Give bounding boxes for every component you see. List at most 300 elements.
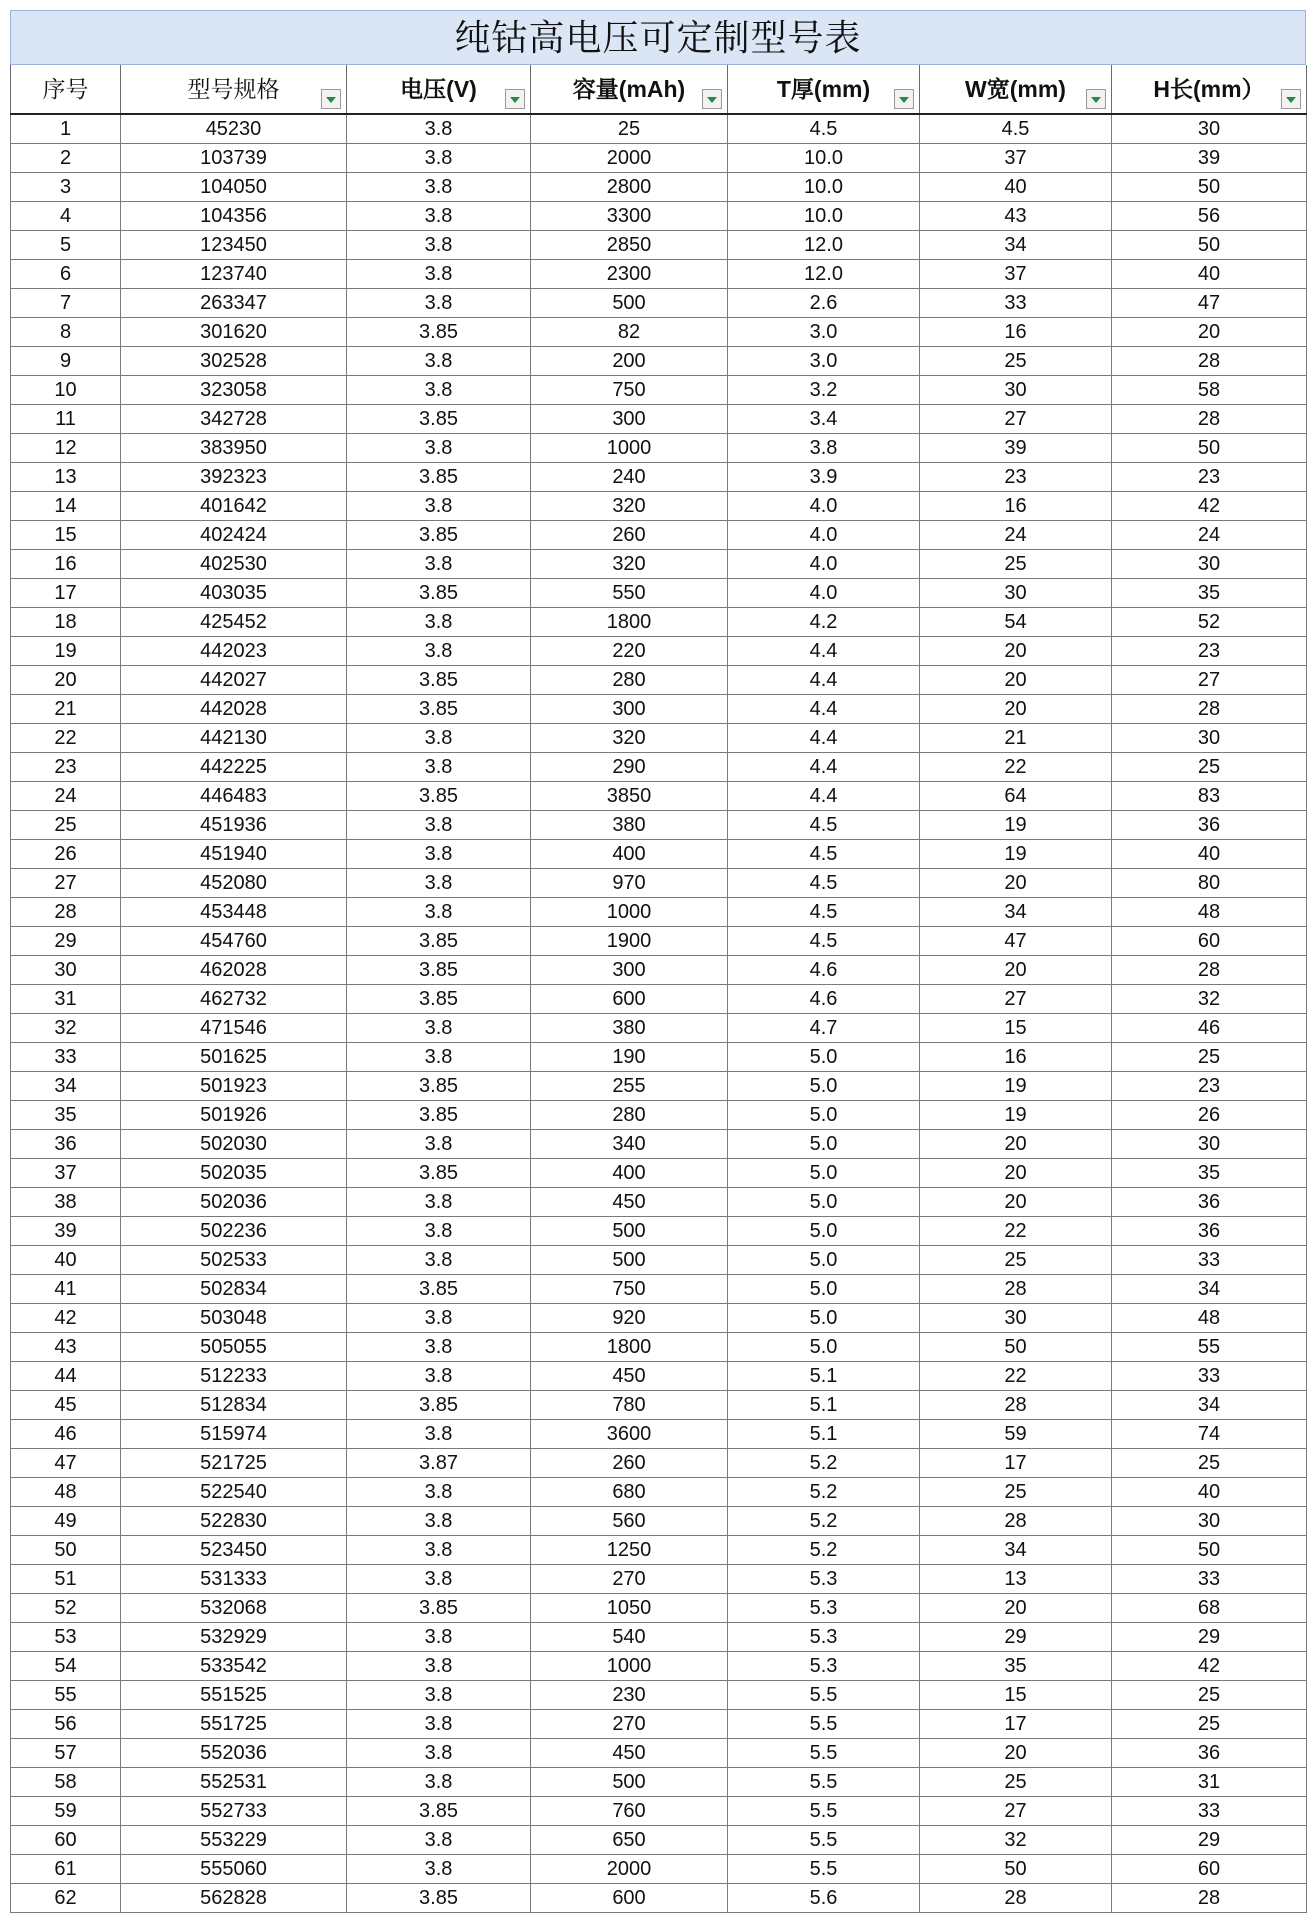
cell-voltage[interactable]: 3.8 xyxy=(347,231,531,260)
cell-length[interactable]: 28 xyxy=(1112,956,1307,985)
cell-width[interactable]: 16 xyxy=(920,492,1112,521)
cell-index[interactable]: 56 xyxy=(11,1710,121,1739)
cell-length[interactable]: 58 xyxy=(1112,376,1307,405)
cell-length[interactable]: 34 xyxy=(1112,1275,1307,1304)
cell-voltage[interactable]: 3.8 xyxy=(347,1014,531,1043)
filter-dropdown-icon[interactable] xyxy=(1281,89,1301,109)
cell-model[interactable]: 532068 xyxy=(121,1594,347,1623)
cell-length[interactable]: 30 xyxy=(1112,114,1307,144)
cell-model[interactable]: 503048 xyxy=(121,1304,347,1333)
cell-model[interactable]: 402424 xyxy=(121,521,347,550)
cell-thickness[interactable]: 3.0 xyxy=(728,347,920,376)
cell-model[interactable]: 553229 xyxy=(121,1826,347,1855)
cell-voltage[interactable]: 3.85 xyxy=(347,985,531,1014)
cell-length[interactable]: 28 xyxy=(1112,1884,1307,1913)
cell-length[interactable]: 23 xyxy=(1112,637,1307,666)
cell-length[interactable]: 48 xyxy=(1112,898,1307,927)
cell-width[interactable]: 25 xyxy=(920,1768,1112,1797)
filter-dropdown-icon[interactable] xyxy=(321,89,341,109)
cell-index[interactable]: 54 xyxy=(11,1652,121,1681)
cell-index[interactable]: 14 xyxy=(11,492,121,521)
cell-model[interactable]: 442028 xyxy=(121,695,347,724)
cell-model[interactable]: 501625 xyxy=(121,1043,347,1072)
filter-dropdown-icon[interactable] xyxy=(894,89,914,109)
cell-voltage[interactable]: 3.8 xyxy=(347,1565,531,1594)
cell-index[interactable]: 33 xyxy=(11,1043,121,1072)
cell-thickness[interactable]: 4.5 xyxy=(728,927,920,956)
cell-thickness[interactable]: 5.0 xyxy=(728,1101,920,1130)
cell-capacity[interactable]: 320 xyxy=(531,724,728,753)
cell-width[interactable]: 20 xyxy=(920,1159,1112,1188)
cell-capacity[interactable]: 280 xyxy=(531,666,728,695)
cell-model[interactable]: 551525 xyxy=(121,1681,347,1710)
cell-length[interactable]: 35 xyxy=(1112,579,1307,608)
cell-length[interactable]: 30 xyxy=(1112,1507,1307,1536)
cell-voltage[interactable]: 3.8 xyxy=(347,1130,531,1159)
cell-capacity[interactable]: 380 xyxy=(531,1014,728,1043)
cell-thickness[interactable]: 5.2 xyxy=(728,1478,920,1507)
cell-length[interactable]: 80 xyxy=(1112,869,1307,898)
cell-capacity[interactable]: 1800 xyxy=(531,1333,728,1362)
cell-capacity[interactable]: 3600 xyxy=(531,1420,728,1449)
cell-thickness[interactable]: 4.4 xyxy=(728,724,920,753)
cell-index[interactable]: 17 xyxy=(11,579,121,608)
cell-index[interactable]: 48 xyxy=(11,1478,121,1507)
cell-width[interactable]: 30 xyxy=(920,579,1112,608)
cell-thickness[interactable]: 3.4 xyxy=(728,405,920,434)
cell-capacity[interactable]: 500 xyxy=(531,1217,728,1246)
cell-width[interactable]: 47 xyxy=(920,927,1112,956)
cell-width[interactable]: 22 xyxy=(920,753,1112,782)
cell-thickness[interactable]: 5.2 xyxy=(728,1507,920,1536)
cell-capacity[interactable]: 1800 xyxy=(531,608,728,637)
cell-voltage[interactable]: 3.8 xyxy=(347,1652,531,1681)
cell-model[interactable]: 442130 xyxy=(121,724,347,753)
cell-capacity[interactable]: 260 xyxy=(531,521,728,550)
cell-model[interactable]: 555060 xyxy=(121,1855,347,1884)
cell-thickness[interactable]: 5.5 xyxy=(728,1855,920,1884)
cell-length[interactable]: 42 xyxy=(1112,1652,1307,1681)
cell-capacity[interactable]: 500 xyxy=(531,1768,728,1797)
cell-voltage[interactable]: 3.8 xyxy=(347,1246,531,1275)
cell-thickness[interactable]: 4.4 xyxy=(728,666,920,695)
cell-index[interactable]: 29 xyxy=(11,927,121,956)
cell-length[interactable]: 52 xyxy=(1112,608,1307,637)
cell-thickness[interactable]: 5.0 xyxy=(728,1304,920,1333)
cell-index[interactable]: 57 xyxy=(11,1739,121,1768)
cell-width[interactable]: 20 xyxy=(920,637,1112,666)
cell-thickness[interactable]: 5.3 xyxy=(728,1652,920,1681)
cell-length[interactable]: 40 xyxy=(1112,840,1307,869)
cell-index[interactable]: 30 xyxy=(11,956,121,985)
cell-length[interactable]: 36 xyxy=(1112,811,1307,840)
cell-voltage[interactable]: 3.8 xyxy=(347,1768,531,1797)
cell-width[interactable]: 16 xyxy=(920,318,1112,347)
cell-thickness[interactable]: 4.5 xyxy=(728,840,920,869)
cell-length[interactable]: 30 xyxy=(1112,1130,1307,1159)
cell-length[interactable]: 26 xyxy=(1112,1101,1307,1130)
cell-index[interactable]: 37 xyxy=(11,1159,121,1188)
cell-thickness[interactable]: 5.2 xyxy=(728,1536,920,1565)
cell-capacity[interactable]: 320 xyxy=(531,550,728,579)
cell-index[interactable]: 19 xyxy=(11,637,121,666)
cell-width[interactable]: 34 xyxy=(920,1536,1112,1565)
cell-model[interactable]: 471546 xyxy=(121,1014,347,1043)
cell-length[interactable]: 74 xyxy=(1112,1420,1307,1449)
cell-thickness[interactable]: 4.4 xyxy=(728,753,920,782)
cell-width[interactable]: 20 xyxy=(920,956,1112,985)
cell-width[interactable]: 19 xyxy=(920,840,1112,869)
cell-thickness[interactable]: 10.0 xyxy=(728,144,920,173)
cell-thickness[interactable]: 4.0 xyxy=(728,579,920,608)
cell-model[interactable]: 522830 xyxy=(121,1507,347,1536)
cell-index[interactable]: 27 xyxy=(11,869,121,898)
cell-voltage[interactable]: 3.8 xyxy=(347,1304,531,1333)
cell-length[interactable]: 47 xyxy=(1112,289,1307,318)
cell-capacity[interactable]: 2850 xyxy=(531,231,728,260)
cell-thickness[interactable]: 4.0 xyxy=(728,521,920,550)
cell-thickness[interactable]: 10.0 xyxy=(728,173,920,202)
cell-index[interactable]: 52 xyxy=(11,1594,121,1623)
cell-capacity[interactable]: 1000 xyxy=(531,1652,728,1681)
cell-capacity[interactable]: 230 xyxy=(531,1681,728,1710)
cell-capacity[interactable]: 1000 xyxy=(531,434,728,463)
cell-voltage[interactable]: 3.8 xyxy=(347,1362,531,1391)
cell-index[interactable]: 25 xyxy=(11,811,121,840)
cell-capacity[interactable]: 600 xyxy=(531,985,728,1014)
cell-voltage[interactable]: 3.85 xyxy=(347,956,531,985)
cell-index[interactable]: 59 xyxy=(11,1797,121,1826)
cell-length[interactable]: 60 xyxy=(1112,1855,1307,1884)
cell-model[interactable]: 502533 xyxy=(121,1246,347,1275)
cell-model[interactable]: 515974 xyxy=(121,1420,347,1449)
cell-capacity[interactable]: 560 xyxy=(531,1507,728,1536)
cell-voltage[interactable]: 3.8 xyxy=(347,1536,531,1565)
cell-width[interactable]: 27 xyxy=(920,405,1112,434)
cell-capacity[interactable]: 2000 xyxy=(531,1855,728,1884)
cell-capacity[interactable]: 500 xyxy=(531,289,728,318)
cell-length[interactable]: 48 xyxy=(1112,1304,1307,1333)
cell-width[interactable]: 30 xyxy=(920,1304,1112,1333)
cell-thickness[interactable]: 5.6 xyxy=(728,1884,920,1913)
cell-width[interactable]: 32 xyxy=(920,1826,1112,1855)
cell-model[interactable]: 342728 xyxy=(121,405,347,434)
cell-thickness[interactable]: 5.1 xyxy=(728,1420,920,1449)
cell-capacity[interactable]: 2300 xyxy=(531,260,728,289)
cell-length[interactable]: 55 xyxy=(1112,1333,1307,1362)
cell-model[interactable]: 453448 xyxy=(121,898,347,927)
cell-model[interactable]: 562828 xyxy=(121,1884,347,1913)
cell-thickness[interactable]: 12.0 xyxy=(728,260,920,289)
cell-voltage[interactable]: 3.8 xyxy=(347,1188,531,1217)
cell-thickness[interactable]: 5.5 xyxy=(728,1739,920,1768)
cell-width[interactable]: 29 xyxy=(920,1623,1112,1652)
cell-width[interactable]: 20 xyxy=(920,869,1112,898)
cell-voltage[interactable]: 3.8 xyxy=(347,608,531,637)
cell-voltage[interactable]: 3.85 xyxy=(347,1159,531,1188)
cell-capacity[interactable]: 300 xyxy=(531,405,728,434)
cell-index[interactable]: 41 xyxy=(11,1275,121,1304)
cell-capacity[interactable]: 380 xyxy=(531,811,728,840)
cell-model[interactable]: 403035 xyxy=(121,579,347,608)
filter-dropdown-icon[interactable] xyxy=(505,89,525,109)
cell-width[interactable]: 20 xyxy=(920,1130,1112,1159)
cell-thickness[interactable]: 3.8 xyxy=(728,434,920,463)
cell-width[interactable]: 25 xyxy=(920,1246,1112,1275)
cell-index[interactable]: 1 xyxy=(11,114,121,144)
cell-thickness[interactable]: 3.2 xyxy=(728,376,920,405)
cell-model[interactable]: 502030 xyxy=(121,1130,347,1159)
cell-capacity[interactable]: 450 xyxy=(531,1188,728,1217)
cell-thickness[interactable]: 5.3 xyxy=(728,1623,920,1652)
cell-thickness[interactable]: 5.3 xyxy=(728,1565,920,1594)
cell-width[interactable]: 15 xyxy=(920,1014,1112,1043)
cell-index[interactable]: 22 xyxy=(11,724,121,753)
cell-capacity[interactable]: 280 xyxy=(531,1101,728,1130)
cell-length[interactable]: 25 xyxy=(1112,1449,1307,1478)
cell-length[interactable]: 30 xyxy=(1112,550,1307,579)
cell-thickness[interactable]: 2.6 xyxy=(728,289,920,318)
cell-length[interactable]: 28 xyxy=(1112,405,1307,434)
cell-capacity[interactable]: 3300 xyxy=(531,202,728,231)
cell-model[interactable]: 552733 xyxy=(121,1797,347,1826)
cell-model[interactable]: 452080 xyxy=(121,869,347,898)
cell-width[interactable]: 54 xyxy=(920,608,1112,637)
cell-capacity[interactable]: 1250 xyxy=(531,1536,728,1565)
cell-voltage[interactable]: 3.8 xyxy=(347,753,531,782)
cell-length[interactable]: 32 xyxy=(1112,985,1307,1014)
cell-length[interactable]: 68 xyxy=(1112,1594,1307,1623)
cell-model[interactable]: 502036 xyxy=(121,1188,347,1217)
cell-width[interactable]: 24 xyxy=(920,521,1112,550)
cell-model[interactable]: 454760 xyxy=(121,927,347,956)
cell-thickness[interactable]: 5.5 xyxy=(728,1768,920,1797)
cell-voltage[interactable]: 3.8 xyxy=(347,434,531,463)
cell-capacity[interactable]: 270 xyxy=(531,1565,728,1594)
cell-model[interactable]: 104050 xyxy=(121,173,347,202)
cell-index[interactable]: 58 xyxy=(11,1768,121,1797)
cell-width[interactable]: 19 xyxy=(920,811,1112,840)
cell-index[interactable]: 53 xyxy=(11,1623,121,1652)
cell-index[interactable]: 51 xyxy=(11,1565,121,1594)
cell-index[interactable]: 4 xyxy=(11,202,121,231)
cell-model[interactable]: 323058 xyxy=(121,376,347,405)
cell-index[interactable]: 21 xyxy=(11,695,121,724)
cell-thickness[interactable]: 4.4 xyxy=(728,782,920,811)
cell-thickness[interactable]: 5.0 xyxy=(728,1159,920,1188)
cell-voltage[interactable]: 3.85 xyxy=(347,463,531,492)
cell-width[interactable]: 34 xyxy=(920,231,1112,260)
cell-model[interactable]: 401642 xyxy=(121,492,347,521)
cell-thickness[interactable]: 5.0 xyxy=(728,1333,920,1362)
cell-voltage[interactable]: 3.8 xyxy=(347,1420,531,1449)
cell-thickness[interactable]: 4.4 xyxy=(728,637,920,666)
cell-index[interactable]: 35 xyxy=(11,1101,121,1130)
cell-model[interactable]: 462028 xyxy=(121,956,347,985)
cell-voltage[interactable]: 3.85 xyxy=(347,927,531,956)
cell-width[interactable]: 59 xyxy=(920,1420,1112,1449)
cell-model[interactable]: 501926 xyxy=(121,1101,347,1130)
cell-index[interactable]: 45 xyxy=(11,1391,121,1420)
cell-index[interactable]: 5 xyxy=(11,231,121,260)
cell-voltage[interactable]: 3.85 xyxy=(347,405,531,434)
cell-index[interactable]: 20 xyxy=(11,666,121,695)
cell-voltage[interactable]: 3.8 xyxy=(347,1043,531,1072)
cell-index[interactable]: 31 xyxy=(11,985,121,1014)
cell-voltage[interactable]: 3.85 xyxy=(347,1072,531,1101)
cell-thickness[interactable]: 5.0 xyxy=(728,1043,920,1072)
cell-width[interactable]: 37 xyxy=(920,144,1112,173)
cell-voltage[interactable]: 3.8 xyxy=(347,492,531,521)
cell-model[interactable]: 302528 xyxy=(121,347,347,376)
cell-voltage[interactable]: 3.8 xyxy=(347,1333,531,1362)
cell-width[interactable]: 43 xyxy=(920,202,1112,231)
cell-voltage[interactable]: 3.85 xyxy=(347,318,531,347)
cell-width[interactable]: 17 xyxy=(920,1449,1112,1478)
cell-width[interactable]: 23 xyxy=(920,463,1112,492)
cell-model[interactable]: 523450 xyxy=(121,1536,347,1565)
cell-capacity[interactable]: 1000 xyxy=(531,898,728,927)
cell-voltage[interactable]: 3.8 xyxy=(347,811,531,840)
cell-model[interactable]: 512233 xyxy=(121,1362,347,1391)
cell-voltage[interactable]: 3.8 xyxy=(347,144,531,173)
cell-model[interactable]: 532929 xyxy=(121,1623,347,1652)
cell-length[interactable]: 25 xyxy=(1112,1681,1307,1710)
cell-capacity[interactable]: 450 xyxy=(531,1362,728,1391)
cell-length[interactable]: 33 xyxy=(1112,1246,1307,1275)
cell-capacity[interactable]: 780 xyxy=(531,1391,728,1420)
cell-voltage[interactable]: 3.8 xyxy=(347,550,531,579)
cell-index[interactable]: 3 xyxy=(11,173,121,202)
cell-capacity[interactable]: 300 xyxy=(531,956,728,985)
cell-length[interactable]: 34 xyxy=(1112,1391,1307,1420)
cell-voltage[interactable]: 3.85 xyxy=(347,1391,531,1420)
cell-model[interactable]: 462732 xyxy=(121,985,347,1014)
cell-width[interactable]: 20 xyxy=(920,1188,1112,1217)
cell-index[interactable]: 40 xyxy=(11,1246,121,1275)
cell-width[interactable]: 40 xyxy=(920,173,1112,202)
cell-length[interactable]: 50 xyxy=(1112,434,1307,463)
cell-capacity[interactable]: 970 xyxy=(531,869,728,898)
cell-length[interactable]: 33 xyxy=(1112,1797,1307,1826)
cell-thickness[interactable]: 4.7 xyxy=(728,1014,920,1043)
cell-capacity[interactable]: 255 xyxy=(531,1072,728,1101)
cell-voltage[interactable]: 3.8 xyxy=(347,114,531,144)
cell-model[interactable]: 451936 xyxy=(121,811,347,840)
cell-model[interactable]: 446483 xyxy=(121,782,347,811)
cell-width[interactable]: 33 xyxy=(920,289,1112,318)
cell-width[interactable]: 28 xyxy=(920,1884,1112,1913)
cell-voltage[interactable]: 3.85 xyxy=(347,782,531,811)
cell-width[interactable]: 21 xyxy=(920,724,1112,753)
cell-index[interactable]: 32 xyxy=(11,1014,121,1043)
cell-voltage[interactable]: 3.8 xyxy=(347,347,531,376)
cell-index[interactable]: 34 xyxy=(11,1072,121,1101)
cell-length[interactable]: 50 xyxy=(1112,173,1307,202)
cell-width[interactable]: 34 xyxy=(920,898,1112,927)
cell-model[interactable]: 263347 xyxy=(121,289,347,318)
cell-length[interactable]: 29 xyxy=(1112,1826,1307,1855)
cell-length[interactable]: 46 xyxy=(1112,1014,1307,1043)
cell-width[interactable]: 25 xyxy=(920,347,1112,376)
cell-capacity[interactable]: 400 xyxy=(531,1159,728,1188)
cell-voltage[interactable]: 3.8 xyxy=(347,869,531,898)
cell-capacity[interactable]: 3850 xyxy=(531,782,728,811)
cell-length[interactable]: 50 xyxy=(1112,1536,1307,1565)
cell-width[interactable]: 22 xyxy=(920,1217,1112,1246)
cell-voltage[interactable]: 3.8 xyxy=(347,1623,531,1652)
cell-width[interactable]: 37 xyxy=(920,260,1112,289)
cell-width[interactable]: 39 xyxy=(920,434,1112,463)
cell-length[interactable]: 23 xyxy=(1112,463,1307,492)
cell-model[interactable]: 383950 xyxy=(121,434,347,463)
cell-capacity[interactable]: 600 xyxy=(531,1884,728,1913)
cell-voltage[interactable]: 3.87 xyxy=(347,1449,531,1478)
cell-voltage[interactable]: 3.85 xyxy=(347,579,531,608)
cell-length[interactable]: 25 xyxy=(1112,1043,1307,1072)
cell-length[interactable]: 36 xyxy=(1112,1188,1307,1217)
cell-voltage[interactable]: 3.8 xyxy=(347,289,531,318)
cell-thickness[interactable]: 5.0 xyxy=(728,1246,920,1275)
cell-voltage[interactable]: 3.8 xyxy=(347,1681,531,1710)
cell-model[interactable]: 104356 xyxy=(121,202,347,231)
cell-capacity[interactable]: 540 xyxy=(531,1623,728,1652)
cell-model[interactable]: 442225 xyxy=(121,753,347,782)
cell-voltage[interactable]: 3.8 xyxy=(347,1217,531,1246)
cell-index[interactable]: 24 xyxy=(11,782,121,811)
cell-index[interactable]: 44 xyxy=(11,1362,121,1391)
cell-thickness[interactable]: 3.0 xyxy=(728,318,920,347)
cell-width[interactable]: 28 xyxy=(920,1275,1112,1304)
cell-index[interactable]: 8 xyxy=(11,318,121,347)
cell-capacity[interactable]: 320 xyxy=(531,492,728,521)
cell-length[interactable]: 40 xyxy=(1112,1478,1307,1507)
cell-length[interactable]: 36 xyxy=(1112,1739,1307,1768)
cell-length[interactable]: 35 xyxy=(1112,1159,1307,1188)
cell-index[interactable]: 23 xyxy=(11,753,121,782)
cell-capacity[interactable]: 450 xyxy=(531,1739,728,1768)
cell-voltage[interactable]: 3.8 xyxy=(347,1826,531,1855)
cell-length[interactable]: 28 xyxy=(1112,695,1307,724)
cell-model[interactable]: 123740 xyxy=(121,260,347,289)
cell-thickness[interactable]: 5.5 xyxy=(728,1797,920,1826)
cell-length[interactable]: 33 xyxy=(1112,1565,1307,1594)
cell-voltage[interactable]: 3.8 xyxy=(347,1710,531,1739)
cell-thickness[interactable]: 12.0 xyxy=(728,231,920,260)
cell-model[interactable]: 392323 xyxy=(121,463,347,492)
cell-voltage[interactable]: 3.85 xyxy=(347,1101,531,1130)
cell-width[interactable]: 19 xyxy=(920,1072,1112,1101)
cell-width[interactable]: 20 xyxy=(920,695,1112,724)
cell-index[interactable]: 36 xyxy=(11,1130,121,1159)
cell-width[interactable]: 28 xyxy=(920,1507,1112,1536)
cell-model[interactable]: 552531 xyxy=(121,1768,347,1797)
cell-capacity[interactable]: 650 xyxy=(531,1826,728,1855)
cell-capacity[interactable]: 750 xyxy=(531,1275,728,1304)
filter-dropdown-icon[interactable] xyxy=(1086,89,1106,109)
cell-width[interactable]: 4.5 xyxy=(920,114,1112,144)
cell-width[interactable]: 50 xyxy=(920,1855,1112,1884)
cell-thickness[interactable]: 5.1 xyxy=(728,1391,920,1420)
cell-index[interactable]: 47 xyxy=(11,1449,121,1478)
cell-length[interactable]: 24 xyxy=(1112,521,1307,550)
cell-model[interactable]: 502834 xyxy=(121,1275,347,1304)
cell-width[interactable]: 35 xyxy=(920,1652,1112,1681)
cell-voltage[interactable]: 3.8 xyxy=(347,1739,531,1768)
cell-capacity[interactable]: 400 xyxy=(531,840,728,869)
cell-model[interactable]: 123450 xyxy=(121,231,347,260)
cell-index[interactable]: 16 xyxy=(11,550,121,579)
